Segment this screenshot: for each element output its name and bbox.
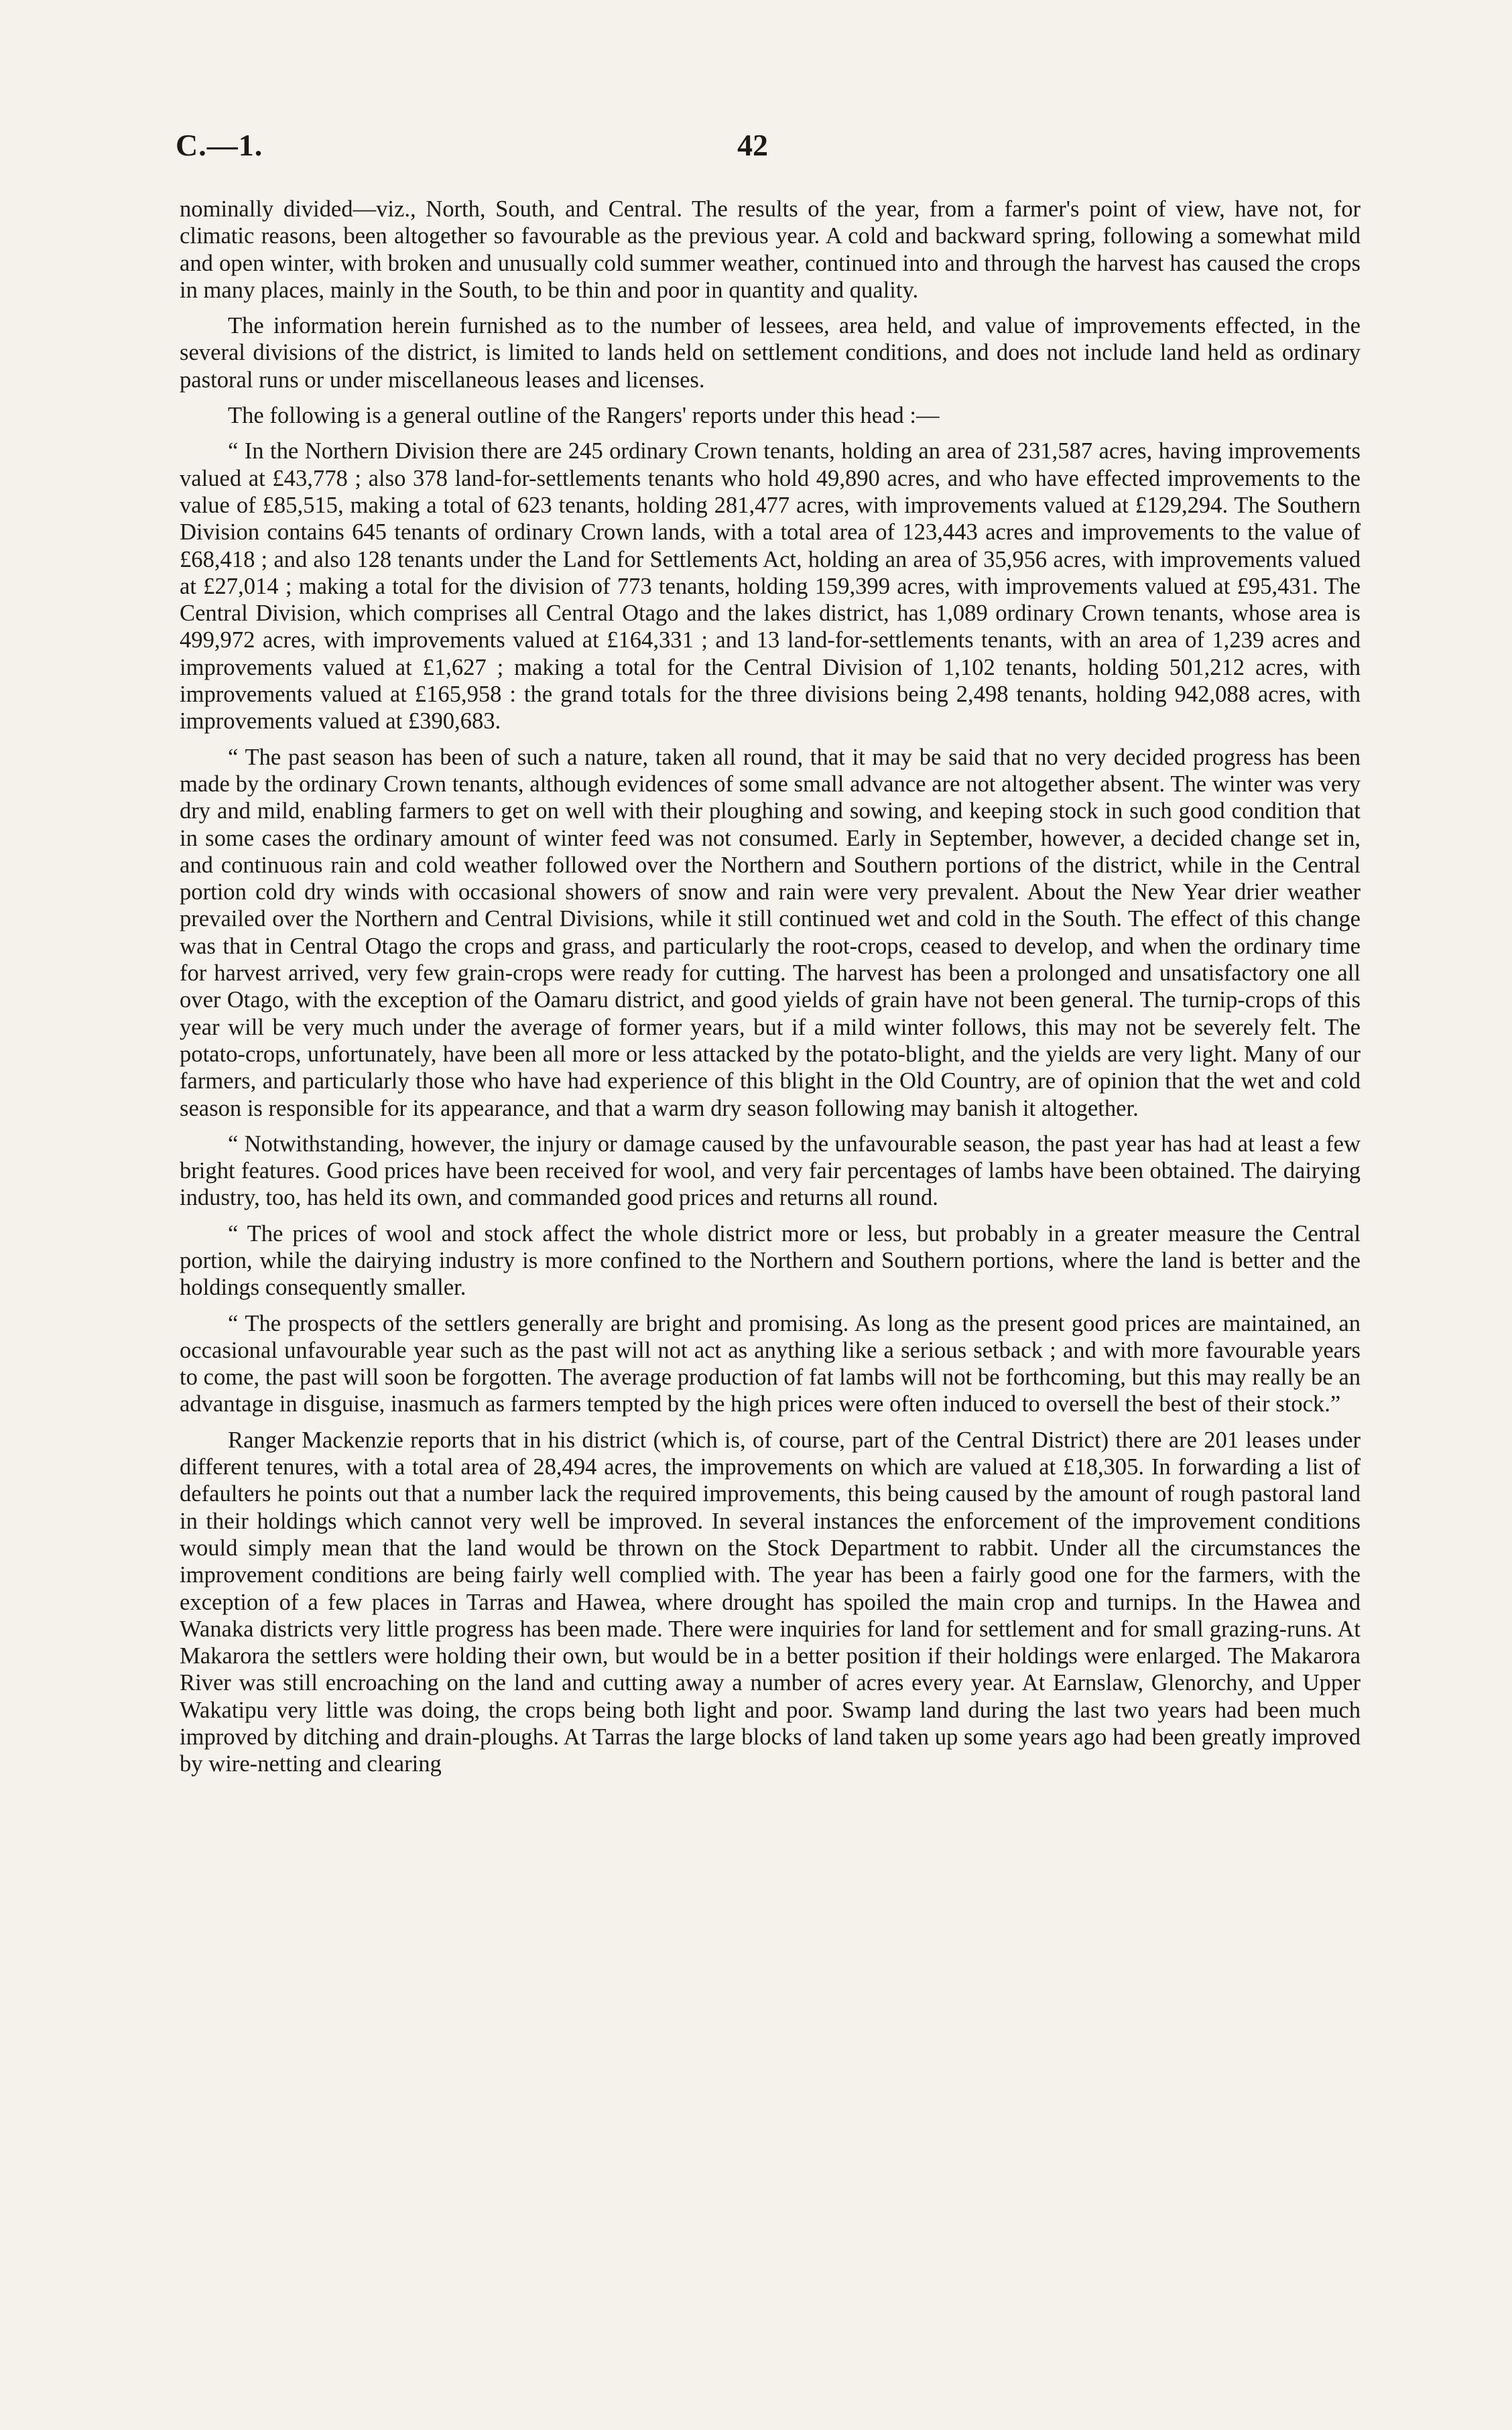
paragraph: “ Notwithstanding, however, the injury or damage caused by the unfavourable season, the past year has had at least a few bright features. Good prices have been received for wool, and very fair percentages of lambs have been obtained. The dairying industry, too, has held its own, and commanded good prices and returns all round. (180, 1131, 1361, 1211)
paragraph: Ranger Mackenzie reports that in his district (which is, of course, part of the Central District) there are 201 leases under different tenures, with a total area of 28,494 acres, the improvements on which are valued at £18,305. In forwarding a list of defaulters he points out that a number lack the required improvements, this being caused by the amount of rough pastoral land in their holdings which cannot very well be improved. In several instances the enforcement of the improvement conditions would simply mean that the land would be thrown on the Stock Department to rabbit. Under all the circumstances the improvement conditions are being fairly well complied with. The year has been a fairly good one for the farmers, with the exception of a few places in Tarras and Hawea, where drought has spoiled the main crop and turnips. In the Hawea and Wanaka districts very little progress has been made. There were inquiries for land for settlement and for small grazing-runs. At Makarora the settlers were holding their own, but would be in a better position if their holdings were enlarged. The Makarora River was still encroaching on the land and cutting away a number of acres every year. At Earnslaw, Glenorchy, and Upper Wakatipu very little was doing, the crops being both light and poor. Swamp land during the last two years had been much improved by ditching and drain-ploughs. At Tarras the large blocks of land taken up some years ago had been greatly improved by wire-netting and clearing (180, 1427, 1361, 1777)
document-reference: C.—1. (176, 128, 263, 162)
body-text (180, 196, 1361, 1787)
paragraph: nominally divided—viz., North, South, and Central. The results of the year, from a farmer's point of view, have not, for climatic reasons, been altogether so favourable as the previous year. A cold and backward spring, following a somewhat mild and open winter, with broken and unusually cold summer weather, continued into and through the harvest has caused the crops in many places, mainly in the South, to be thin and poor in quantity and quality. (180, 196, 1361, 303)
page-number: 42 (737, 128, 768, 162)
paragraph: “ The prospects of the settlers generally are bright and promising. As long as the present good prices are maintained, an occasional unfavourable year such as the past will not act as anything like a serious setback ; and with more favourable years to come, the past will soon be forgotten. The average production of fat lambs will not be forthcoming, but this may really be an advantage in disguise, inasmuch as farmers tempted by the high prices were often induced to oversell the best of their stock.” (180, 1310, 1361, 1417)
page-header (176, 127, 1355, 174)
paragraph: “ The prices of wool and stock affect the whole district more or less, but probably in a greater measure the Central portion, while the dairying industry is more confined to the Northern and Southern portions, where the land is better and the holdings consequently smaller. (180, 1220, 1361, 1301)
paragraph: “ The past season has been of such a nature, taken all round, that it may be said that no very decided progress has been made by the ordinary Crown tenants, although evidences of some small advance are not altogether absent. The winter was very dry and mild, enabling farmers to get on well with their ploughing and sowing, and keeping stock in such good condition that in some cases the ordinary amount of winter feed was not consumed. Early in September, however, a decided change set in, and continuous rain and cold weather followed over the Northern and Southern portions of the district, while in the Central portion cold dry winds with occasional showers of snow and rain were very prevalent. About the New Year drier weather prevailed over the Northern and Central Divisions, while it still continued wet and cold in the South. The effect of this change was that in Central Otago the crops and grass, and particularly the root-crops, ceased to develop, and when the ordinary time for harvest arrived, very few grain-crops were ready for cutting. The harvest has been a prolonged and unsatisfactory one all over Otago, with the exception of the Oamaru district, and good yields of grain have not been general. The turnip-crops of this year will be very much under the average of former years, but if a mild winter follows, this may not be severely felt. The potato-crops, unfortunately, have been all more or less attacked by the potato-blight, and the yields are very light. Many of our farmers, and particularly those who have had experience of this blight in the Old Country, are of opinion that the wet and cold season is responsible for its appearance, and that a warm dry season following may banish it altogether. (180, 744, 1361, 1121)
paragraph: The information herein furnished as to the number of lessees, area held, and value of improvements effected, in the several divisions of the district, is limited to lands held on settlement conditions, and does not include land held as ordinary pastoral runs or under miscellaneous leases and licenses. (180, 313, 1361, 393)
paragraph: The following is a general outline of the Rangers' reports under this head :— (228, 403, 940, 429)
paragraph: “ In the Northern Division there are 245 ordinary Crown tenants, holding an area of 231,587 acres, having improvements valued at £43,778 ; also 378 land-for-settlements tenants who hold 49,890 acres, and who have effected improvements to the value of £85,515, making a total of 623 tenants, holding 281,477 acres, with improvements valued at £129,294. The Southern Division contains 645 tenants of ordinary Crown lands, with a total area of 123,443 acres and improvements to the value of £68,418 ; and also 128 tenants under the Land for Settlements Act, holding an area of 35,956 acres, with improvements valued at £27,014 ; making a total for the division of 773 tenants, holding 159,399 acres, with improvements valued at £95,431. The Central Division, which comprises all Central Otago and the lakes district, has 1,089 ordinary Crown tenants, whose area is 499,972 acres, with improvements valued at £164,331 ; and 13 land-for-settlements tenants, with an area of 1,239 acres and improvements valued at £1,627 ; making a total for the Central Division of 1,102 tenants, holding 501,212 acres, with improvements valued at £165,958 : the grand totals for the three divisions being 2,498 tenants, holding 942,088 acres, with improvements valued at £390,683. (180, 438, 1361, 734)
